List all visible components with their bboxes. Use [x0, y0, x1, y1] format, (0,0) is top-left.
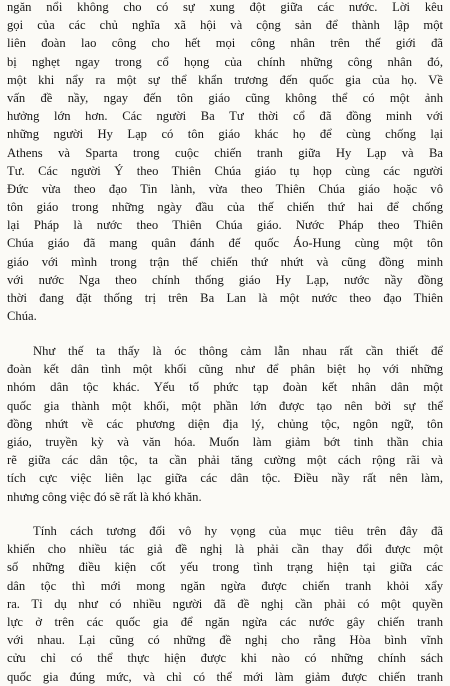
- text-line: tích cực việc liên lạc giữa các dân tộc. Điều nầy rất nên làm,: [7, 471, 443, 486]
- text-line: lại Pháp là nước theo Thiên Chúa giáo. Nước Pháp theo Thiên: [7, 218, 443, 233]
- text-line: liên đoàn lao công cho hết mọi công nhân trên thế giới đã: [7, 36, 443, 51]
- text-line: đồng nhứt về các phương diện địa lý, chủng tộc, ngôn ngữ, tôn: [7, 416, 443, 431]
- text-line: giáo, truyền kỳ và văn hóa. Muốn làm giảm bớt tinh thần chia: [7, 434, 443, 449]
- text-line: một khi nẩy ra một sự thể khẩn trương đến quốc gia của họ. Về: [7, 72, 443, 87]
- text-line: những người Hy Lạp có tôn giáo khác họ để cùng chống lại: [7, 127, 443, 142]
- text-line: lực ở trên các quốc gia để ngăn ngừa các nước gây chiến tranh: [7, 614, 443, 629]
- text-line: Tư. Các người Ý theo Thiên Chúa giáo tụ họp cùng các người: [7, 163, 443, 178]
- text-line: thời đang đặt thống trị trên Ba Lan là một nước theo đạo Thiên: [7, 291, 443, 305]
- paragraph-1: [7, 0, 443, 325]
- text-line: với nhau. Lại cũng có những đề nghị cho rằng Hòa bình vĩnh: [7, 633, 443, 648]
- text-line: đoàn kết dân tình một khối cũng như để phân biệt họ với những: [7, 362, 443, 377]
- text-line: cửu chỉ có thể thực hiện được khi nào có những chính sách: [7, 651, 443, 666]
- text-line: quốc gia đúng mức, và chỉ có thể mới làm giảm được chiến tranh: [7, 669, 443, 684]
- text-line: nhóm dân tộc khác. Yếu tố phức tạp đoàn kết nhân dân một: [7, 380, 443, 395]
- text-line: Tính cách tương đối vô hy vọng của mục tiêu trên đây đã: [33, 524, 443, 538]
- text-line: tôn giáo trong những ngày đầu của thế chiến thứ hai để chống: [7, 200, 443, 215]
- text-line: Chúa.: [7, 309, 37, 324]
- text-line: rẽ giữa các dân tộc, ta cần phải tăng cường một cách rộng rãi và: [7, 453, 443, 468]
- text-line: nhưng công việc đó sẽ rất là khó khăn.: [7, 489, 202, 504]
- text-line: Athens và Sparta trong cuộc chiến tranh giữa Hy Lạp và Ba: [7, 145, 443, 160]
- text-line: khiến cho nhiều tác giả đề nghị là phải cần thay đổi được một: [7, 542, 443, 557]
- text-line: với nước Nga theo chính thống giáo Hy Lạp, nước nầy đồng: [7, 272, 443, 287]
- text-line: dân tộc thì mới mong ngăn ngừa được chiến tranh khỏi xẩy: [7, 578, 443, 593]
- paragraph-2: [7, 342, 443, 506]
- text-line: ra. Tỉ dụ như có nhiều người đã đề nghị cần phải có một quyền: [7, 596, 443, 611]
- text-line: số những điều kiện cốt yếu trong tình trạng hiện tại giữa các: [7, 560, 443, 575]
- text-line: ngăn nổi không cho có sự xung đột giữa các nước. Lời kêu: [7, 0, 443, 14]
- text-line: Đức vừa theo đạo Tin lành, vừa theo Thiên Chúa giáo hoặc vô: [7, 181, 443, 196]
- text-line: bị nghẹt ngay trong cổ họng của chính những công nhân đó,: [7, 54, 443, 69]
- text-line: giáo với mình trong trận thế chiến thứ nhứt và cũng đồng minh: [7, 254, 443, 269]
- text-line: quốc gia thành một khối, một phần lớn được tạo nên bởi sự thể: [7, 398, 443, 413]
- text-line: Như thế ta thấy là óc thông cảm lẫn nhau rất cần thiết để: [33, 344, 443, 358]
- text-line: Chúa giáo đã mang quân đánh đế quốc Áo-Hung cùng một tôn: [7, 236, 443, 251]
- text-line: vấn đề nầy, ngay đến tôn giáo cũng không thể có một ảnh: [7, 90, 443, 105]
- text-line: hưởng lớn hơn. Các người Ba Tư thời cổ đã đồng minh với: [7, 109, 443, 124]
- text-line: gọi của các chủ nghĩa xã hội và cộng sản để thành lập một: [7, 18, 443, 33]
- paragraph-3: [7, 522, 443, 686]
